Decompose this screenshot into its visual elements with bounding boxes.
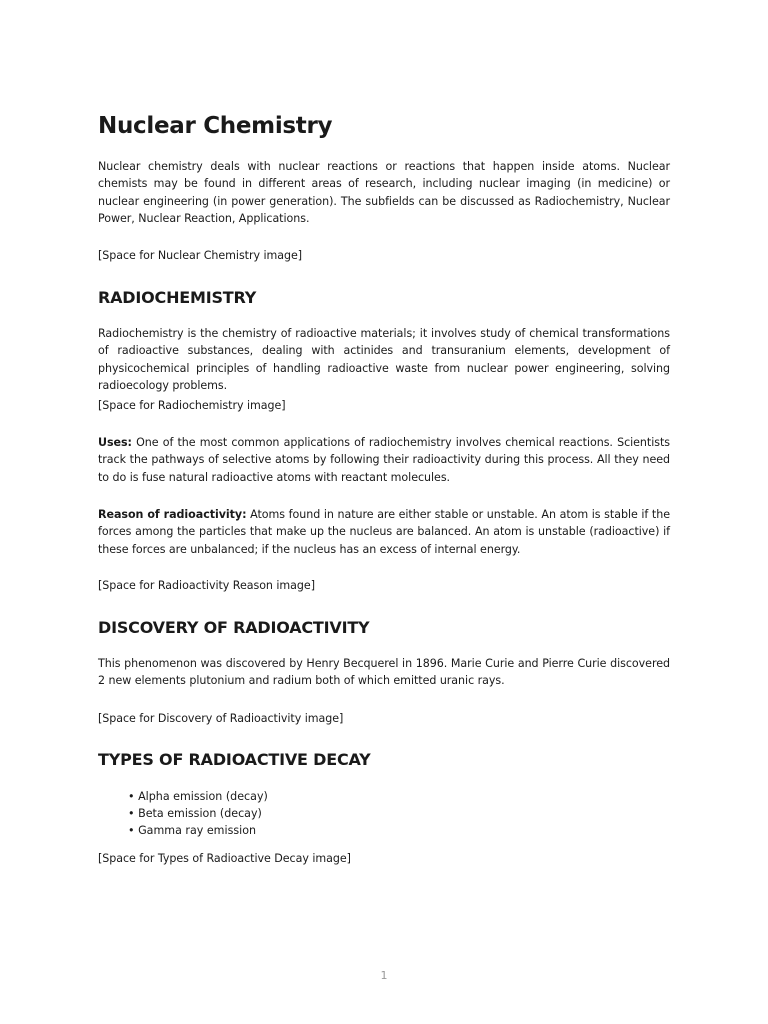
list-item: • Alpha emission (decay) xyxy=(128,788,268,805)
reason-image-placeholder: [Space for Radioactivity Reason image] xyxy=(98,579,315,592)
radiochemistry-heading: RADIOCHEMISTRY xyxy=(98,288,257,307)
list-item: • Beta emission (decay) xyxy=(128,805,268,822)
radiochemistry-image-placeholder: [Space for Radiochemistry image] xyxy=(98,399,286,412)
discovery-image-placeholder: [Space for Discovery of Radioactivity image] xyxy=(98,712,344,725)
intro-image-placeholder: [Space for Nuclear Chemistry image] xyxy=(98,249,303,262)
decay-image-placeholder: [Space for Types of Radioactive Decay image] xyxy=(98,852,351,865)
uses-label: Uses: xyxy=(98,436,132,449)
radiochemistry-paragraph: Radiochemistry is the chemistry of radioactive materials; it involves study of chemical transformations of radioactive substances, dealing with actinides and transuranium elements, development of physicochemical principles of handling radioactive waste from nuclear power engineering, solving radioecology problems. xyxy=(98,327,670,393)
uses-text: One of the most common applications of radiochemistry involves chemical reactions. Scientists track the pathways of selective atoms by following their radioactivity during this process. All they need to do is fuse natural radioactive atoms with reactant molecules. xyxy=(98,436,670,484)
intro-paragraph: Nuclear chemistry deals with nuclear reactions or reactions that happen inside atoms. Nuclear chemists may be found in different areas of research, including nuclear imaging (in medicine) or nuclear engineering (in power generation). The subfields can be discussed as Radiochemistry, Nuclear Power, Nuclear Reaction, Applications. xyxy=(98,160,670,226)
list-item: • Gamma ray emission xyxy=(128,822,268,839)
reason-text: Atoms found in nature are either stable or unstable. An atom is stable if the forces among the particles that make up the nucleus are balanced. An atom is unstable (radioactive) if these forces are unbalanced; if the nucleus has an excess of internal energy. xyxy=(98,508,670,556)
decay-list xyxy=(128,788,268,840)
uses-paragraph xyxy=(98,434,670,486)
discovery-paragraph: This phenomenon was discovered by Henry Becquerel in 1896. Marie Curie and Pierre Curie discovered 2 new elements plutonium and radium both of which emitted uranic rays. xyxy=(98,657,670,688)
discovery-heading: DISCOVERY OF RADIOACTIVITY xyxy=(98,618,370,637)
decay-heading: TYPES OF RADIOACTIVE DECAY xyxy=(98,750,371,769)
page-number: 1 xyxy=(380,969,388,982)
page-title: Nuclear Chemistry xyxy=(98,113,333,139)
reason-label: Reason of radioactivity: xyxy=(98,508,247,521)
reason-paragraph xyxy=(98,506,670,558)
